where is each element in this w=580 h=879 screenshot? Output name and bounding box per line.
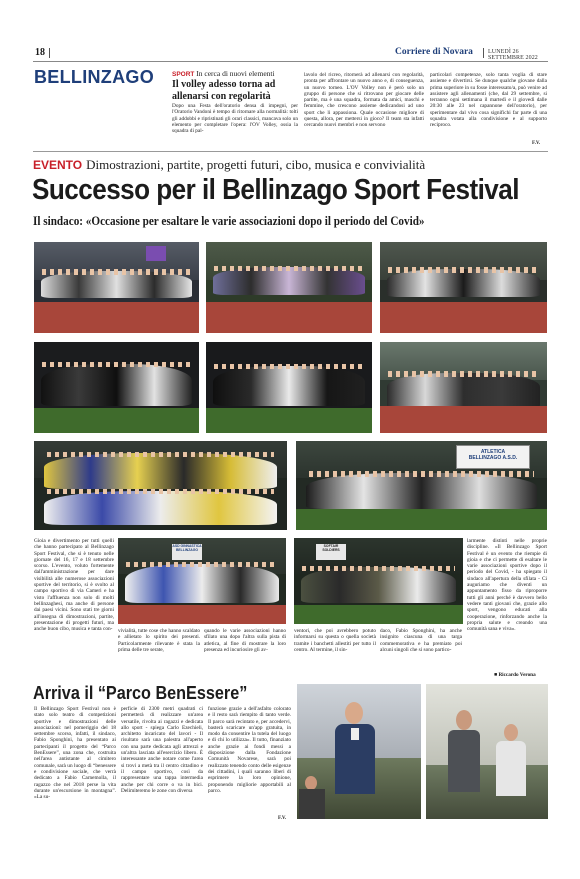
main-col-2: vivialità, tutte cose che hanno scaldato e allietato lo spirito dei presenti. Particolarmente rilevante è stata la prima delle tre serate, [118,628,200,653]
atletica-banner-line2: BELLINZAGO A.S.D. [468,455,518,461]
festival-photo-5 [206,342,372,433]
festival-photo-2 [206,242,372,333]
main-col-4: ventori, che poi avrebbero potuto informarsi su questa o quella società tramite i banchetti allestiti per tutto il centro. Al termine, il sin- [294,628,376,653]
header-divider-2 [483,48,484,58]
volley-headline: Il volley adesso torna ad allenarsi con regolarità [172,79,276,102]
mayor-speech-photo [297,684,421,819]
volley-col-2: lavolo del ricreo, ritornerà ad allenarsi con regolarità, pronta per affrontare un nuovo anno e, di conseguenza, un nuovo torneo. L'OV Volley non è però solo un gruppo di persone che si ritrovano per giocare delle partite, ma è una squadra, formata da amici, maschi e femmine, che crescono assieme dedicandosi ad uno sport che li appassiona. Quale occasione migliore di questa, allora, per mettersi in gioco? Il team sta infatti cercando nuovi membri e non servono [304,72,424,129]
softair-sign [316,544,346,560]
newspaper-name: Corriere di Novara [395,47,473,57]
main-kicker-tag: EVENTO [33,158,83,172]
parco-col-3: funzione grazie a dell'asfalto colorato e il resto sarà riempito di tanto verde. Il parco sarà recintato e, per accedervi, basterà scaricare un'app gratuita, in modo da consentire la tutela del luogo e di chi lo utilizza». Il tutto, finanziato anche grazie ai fondi messi a disposizione dalla Fondazione Comunità Novarese, sarà poi realizzato tenendo conto delle esigenze dei cittadini, i quali saranno liberi di esprimere la loro opinione, proponendo migliorie apportabili al parco. [208,706,291,794]
main-col-5: daco, Fabio Sponghini, ha anche insignito ciascuna di una targa commemorativa e ha premiato poi alcuni singoli che si sono partico- [380,628,462,653]
page-header [33,47,548,62]
festival-photo-4 [34,342,199,433]
parco-signature: F.V. [278,816,287,821]
issue-date: LUNEDÌ 26 SETTEMBRE 2022 [488,49,538,61]
softair-sign-text: SOFTAIR SOLDIERS [322,544,340,552]
main-col-3: quando le varie associazioni hanno sfilato una dopo l'altra sulla pista di atletica, al fine di mostrare la loro presenza ed incuriosire gli av- [204,628,286,653]
atletica-banner-line1: ATLETICA [480,449,506,455]
volley-col-1: Dopo una Festa dell'oratorio densa di impegni, per l'Oratorio Vandoni è tempo di ritornare alla normalità: tolti gli addobbi e ripristinati gli orari classici, mancava solo un elemento per completare l'opera: l'OV Volley, ossia la squadra di pal- [172,103,298,135]
parco-col-2: perficie di 2300 metri quadrati ci permetterà di realizzare un'area versatile, rivolta ai ragazzi e dedicata allo sport - spiega Carlo Ezechieli, architetto incaricato del lavori - Il risultato sarà una palestra all'aperto con una parte dedicata agli attrezzi e un'altra lasciata all'esercizio libero. È interessante anche notare come l'area si trovi a metà tra il centro cittadino e il campo sportivo, così da rappresentare una tappa intermedia anche per chi corre o va in bici. Delimiteremo le zone con diversa [121,706,203,794]
ginnastica-sign [172,544,202,560]
main-kicker [33,156,553,174]
volley-kicker [172,69,275,78]
main-col-6: larmente distinti nelle proprie discipline. «Il Bellinzago Sport Festival è un evento che riempie di gioia e che ci permette di esaltare le varie associazioni sportive dopo il periodo del Covid, - ha spiegato il sindaco all'apertura della sfilata - Ci auguriamo che diventi un appuntamento fisso da riproporre tutti gli anni perché è davvero bello vedere tanti giovani che, grazie allo sport, vengono educati alla cooperazione, rinforzando anche la propria salute e creando una comunità sana e viva». [467,538,547,633]
section-rule [33,151,548,152]
volley-kicker-text: In cerca di nuovi elementi [196,69,275,78]
atletica-banner [456,445,530,469]
main-subheadline: Il sindaco: «Occasione per esaltare le varie associazioni dopo il periodo del Covid» [33,213,425,228]
volley-kicker-tag: SPORT [172,71,195,78]
festival-photo-1 [34,242,199,333]
page-number: 18 [35,47,45,58]
festival-photo-3 [380,242,547,333]
festival-photo-7 [34,441,287,530]
header-divider [49,48,50,58]
volley-col-3: particolari competenze, solo tanta voglia di stare assieme e divertirsi. Se dunque qualche giovane dalla prima superiore in su fosse interessato/a, può venire ad assistere agli allenamenti (che, dal 29 settembre, si terranno ogni settimana il martedì e il giovedì dalle 20:30 alle 23 nel capannone dell'oratorio), per sperimentare dal vivo cosa significhi far parte di una squadra votata alla condivisione e al supporto reciproco. [430,72,547,129]
parco-col-1: Il Bellinzago Sport Festival non è stato solo teatro di competizioni sportive e dimostrazioni delle associazioni: nel pomeriggio del 18 settembre scorso, infatti, il sindaco, Fabio Sponghini, ha presentato ai partecipanti il progetto del “Parco BenEssere”, una zona che, costruita nell'area antistante al cimitero comunale, sarà un luogo di “benessere e condivisione sociale, che verrà dedicato a Fabio Carnemolla, il ragazzo che nel 2018 perse la vita durante un'escursione in montagna”. «La su- [34,706,116,801]
main-signature-name: Riccardo Verona [498,672,536,678]
ginnastica-sign-text: ASD GINNASTICA BELLINZAGO [172,544,202,552]
main-headline: Successo per il Bellinzago Sport Festival [32,174,519,206]
main-signature: ■ Riccardo Verona [494,672,536,678]
volley-signature: F.V. [532,141,541,146]
main-kicker-text: Dimostrazioni, partite, progetti futuri, cibo, musica e convivialità [86,157,426,172]
parco-headline: Arriva il “Parco BenEssere” [33,683,248,703]
town-section-title: BELLINZAGO [34,67,154,87]
festival-photo-10 [294,538,463,624]
architect-speech-photo [426,684,548,819]
festival-photo-6 [380,342,547,433]
festival-photo-8 [296,441,547,530]
festival-photo-9 [118,538,286,624]
main-col-1: Gioia e divertimento per tutti quelli che hanno partecipato al Bellinzago Sport Festival, che si è tenuto nelle giornate del 16, 17 e 18 settembre scorso. L'evento, voluto fortemente dall'amministrazione per dare visibilità alle numerose associazioni sportive del territorio, si è svolto al campo sportivo di via Cameri e ha visto l'affluenza non solo di molti bellinzaghesi, ma anche di persone dai paesi vicini. Sono stati tre giorni all'insegna di dimostrazioni, partite, presentazione di progetti futuri, ma anche buon cibo, musica e tanta con- [34,538,114,633]
